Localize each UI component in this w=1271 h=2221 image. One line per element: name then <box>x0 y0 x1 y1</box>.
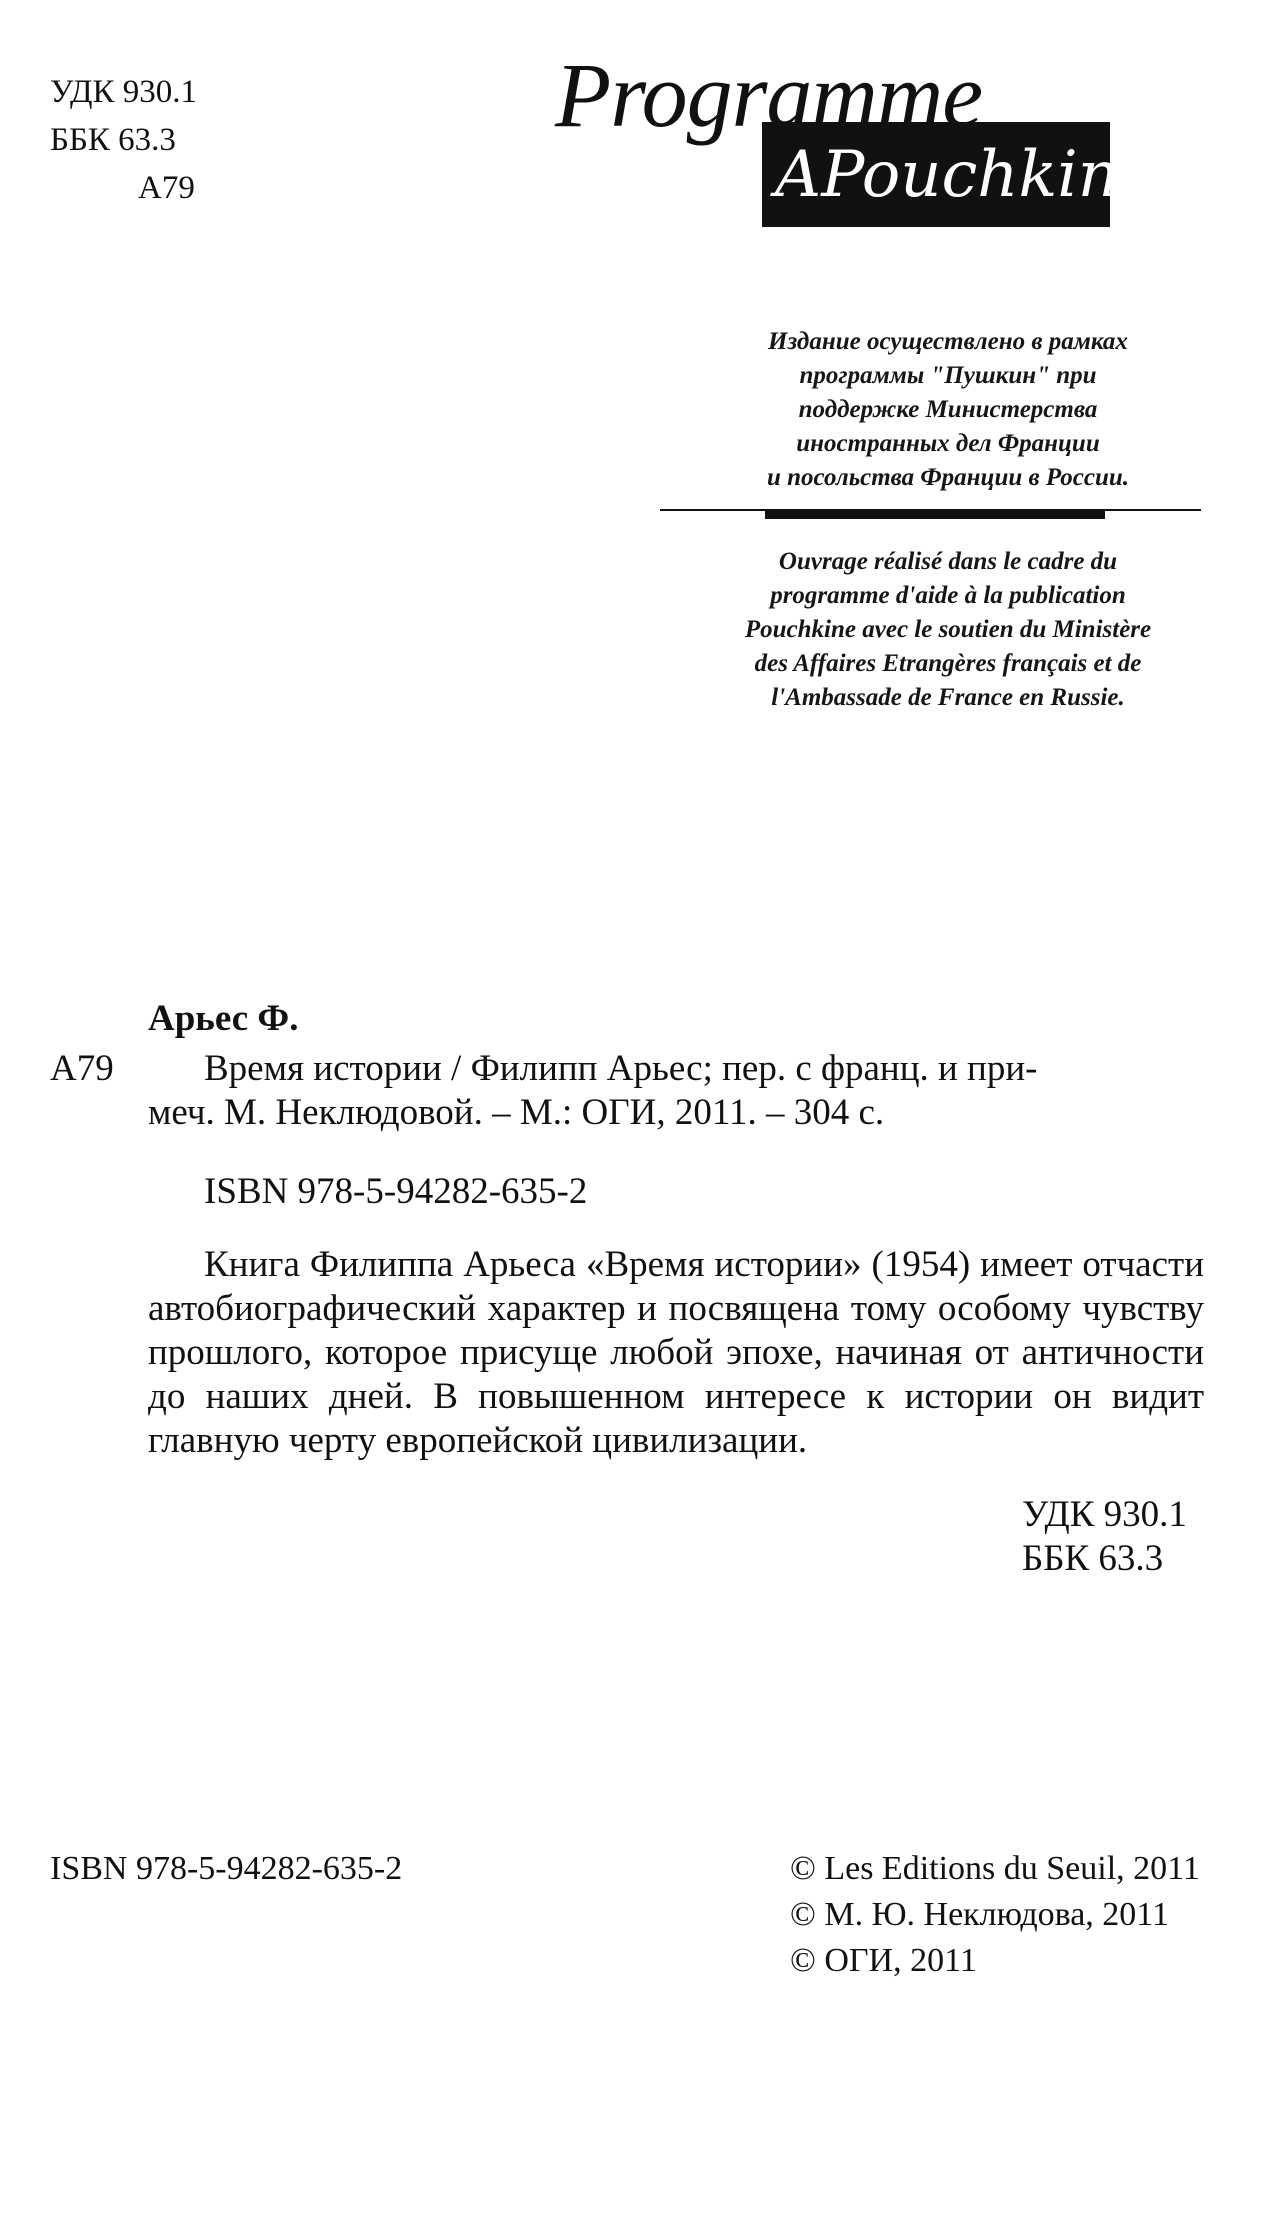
notice-russian <box>668 325 1228 495</box>
divider-thick <box>765 510 1105 519</box>
card-udk: УДК 930.1 <box>1022 1494 1187 1535</box>
notice-line: программы "Пушкин" при <box>799 362 1097 389</box>
card-abstract: Книга Филиппа Арьеса «Время истории» (1954) имеет отчасти автобиографический характер и посвящена тому особому чувству прошлого, которое присуще любой эпохе, начиная от античности до наших дней. В повышенном интересе к истории он видит главную черту европейской цивилизации. <box>148 1244 1204 1461</box>
author-mark: А79 <box>138 170 195 206</box>
card-bibliographic-line-2: меч. М. Неклюдовой. – М.: ОГИ, 2011. – 304 с. <box>148 1092 885 1133</box>
card-bibliographic-line-1: Время истории / Филипп Арьес; пер. с франц. и при- <box>204 1048 1038 1089</box>
notice-line: l'Ambassade de France en Russie. <box>771 684 1125 711</box>
notice-line: и посольства Франции в России. <box>766 464 1130 491</box>
card-author: Арьес Ф. <box>148 998 299 1039</box>
bbk-code: ББК 63.3 <box>50 122 176 158</box>
notice-line: иностранных дел Франции <box>796 430 1100 457</box>
notice-french <box>668 545 1228 715</box>
copyright-line: © ОГИ, 2011 <box>790 1942 977 1979</box>
notice-line: Издание осуществлено в рамках <box>768 328 1128 355</box>
notice-line: Ouvrage réalisé dans le cadre du <box>778 548 1118 575</box>
logo-signature: APouchkine <box>775 138 1157 212</box>
udk-code: УДК 930.1 <box>50 74 198 110</box>
footer-isbn: ISBN 978-5-94282-635-2 <box>50 1850 403 1887</box>
notice-line: Pouchkine avec le soutien du Ministère <box>744 616 1152 643</box>
notice-line: поддержке Министерства <box>798 396 1098 423</box>
logo-wordmark: Programme <box>555 44 983 146</box>
card-author-mark: А79 <box>50 1048 114 1089</box>
card-isbn: ISBN 978-5-94282-635-2 <box>204 1171 588 1212</box>
copyright-line: © М. Ю. Неклюдова, 2011 <box>790 1896 1170 1933</box>
notice-line: programme d'aide à la publication <box>770 582 1126 609</box>
notice-line: des Affaires Etrangères français et de <box>754 650 1142 677</box>
copyright-line: © Les Editions du Seuil, 2011 <box>790 1850 1200 1887</box>
card-bbk: ББК 63.3 <box>1022 1538 1164 1579</box>
